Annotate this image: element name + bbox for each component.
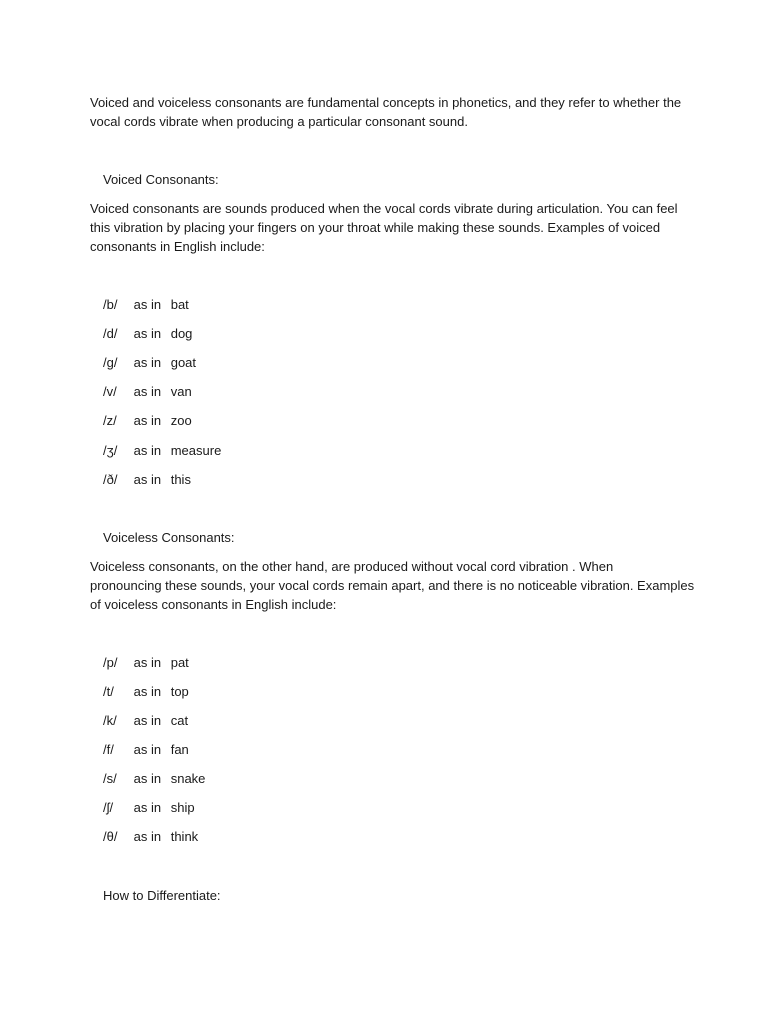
voiceless-example-item [103,827,198,846]
voiceless-example-item [103,769,205,788]
example-as-in: as in [133,472,162,487]
example-as-in: as in [133,297,162,312]
voiced-description-line: consonants in English include: [90,239,265,254]
voiced-example-item [103,353,196,372]
example-as-in: as in [133,355,162,370]
intro-line: Voiced and voiceless consonants are fundamental concepts in phonetics, and they refer to whether the [90,95,682,110]
example-word: bat [170,297,189,312]
example-word: top [170,684,189,699]
example-as-in: as in [133,655,162,670]
voiced-example-item [103,324,192,343]
voiced-example-item [103,441,221,460]
example-symbol: /s/ [103,771,117,786]
voiceless-example-item [103,798,195,817]
example-word: fan [170,742,189,757]
voiced-heading: Voiced Consonants: [103,172,219,187]
voiceless-heading: Voiceless Consonants: [103,530,235,545]
example-word: ship [170,800,195,815]
example-symbol: /z/ [103,413,117,428]
example-symbol: /d/ [103,326,118,341]
intro-paragraph [90,93,690,131]
example-as-in: as in [133,443,162,458]
example-word: van [170,384,192,399]
example-as-in: as in [133,742,162,757]
voiceless-example-item [103,711,188,730]
voiced-example-item [103,470,191,489]
voiceless-example-item [103,740,189,759]
example-symbol: /t/ [103,684,114,699]
voiced-description-line: Voiced consonants are sounds produced when the vocal cords vibrate during articulation. You can feel [90,201,678,216]
example-word: zoo [170,413,192,428]
example-as-in: as in [133,326,162,341]
example-as-in: as in [133,384,162,399]
example-symbol: /v/ [103,384,117,399]
example-symbol: /k/ [103,713,117,728]
example-as-in: as in [133,800,162,815]
voiced-example-item [103,382,192,401]
example-symbol: /b/ [103,297,118,312]
example-as-in: as in [133,713,162,728]
voiceless-example-item [103,653,189,672]
example-symbol: /ʒ/ [103,443,118,458]
example-symbol: /g/ [103,355,118,370]
example-word: goat [170,355,197,370]
example-as-in: as in [133,771,162,786]
example-as-in: as in [133,684,162,699]
intro-line: vocal cords vibrate when producing a particular consonant sound. [90,114,468,129]
voiceless-description-line: of voiceless consonants in English include: [90,597,337,612]
example-word: pat [170,655,189,670]
voiced-description [90,199,690,256]
example-word: think [170,829,199,844]
example-symbol: /ʃ/ [103,800,114,815]
voiceless-description-line: pronouncing these sounds, your vocal cords remain apart, and there is no noticeable vibration. Examples [90,578,695,593]
differentiate-heading: How to Differentiate: [103,888,221,903]
voiced-example-item [103,295,189,314]
example-word: this [170,472,191,487]
example-as-in: as in [133,829,162,844]
example-symbol: /p/ [103,655,118,670]
example-as-in: as in [133,413,162,428]
example-word: cat [170,713,189,728]
example-word: dog [170,326,193,341]
voiceless-description-line: Voiceless consonants, on the other hand, are produced without vocal cord vibration . When [90,559,614,574]
voiced-example-item [103,411,192,430]
voiceless-example-item [103,682,189,701]
example-word: measure [170,443,222,458]
voiceless-description [90,557,695,614]
example-word: snake [170,771,206,786]
voiced-description-line: this vibration by placing your fingers on your throat while making these sounds. Examples of voiced [90,220,661,235]
example-symbol: /ð/ [103,472,118,487]
example-symbol: /θ/ [103,829,118,844]
example-symbol: /f/ [103,742,114,757]
